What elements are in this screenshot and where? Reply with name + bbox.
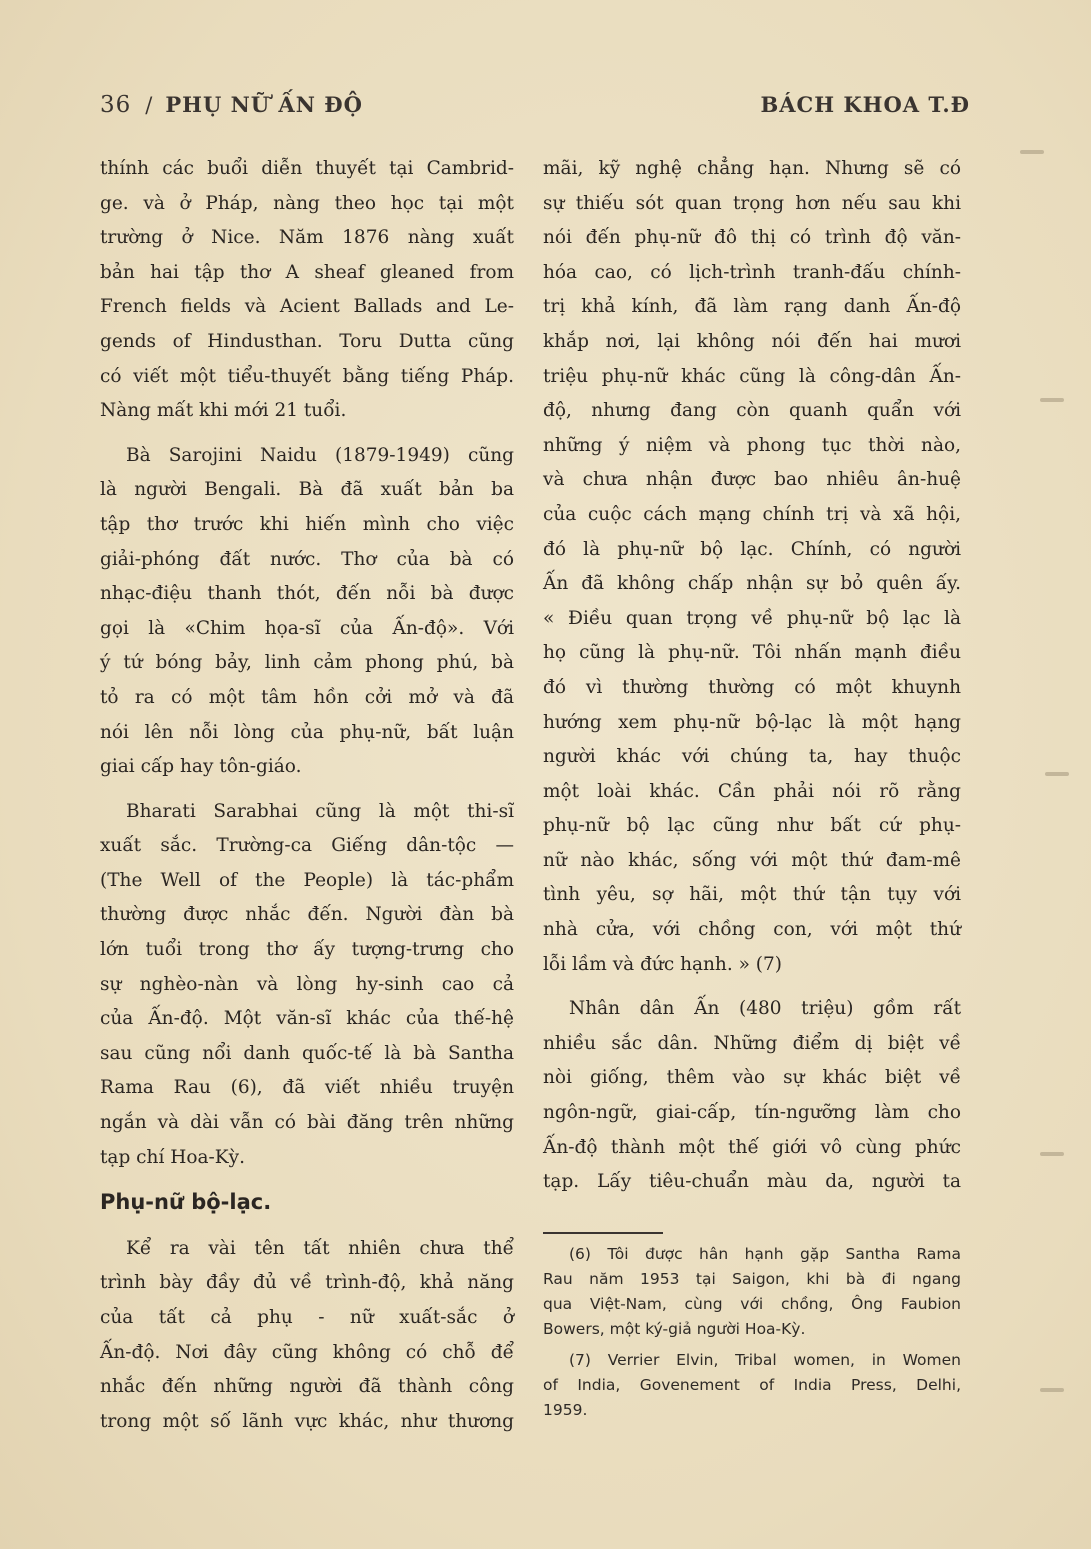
text-line: trị khả kính, đã làm rạng danh Ấn-độ — [543, 296, 961, 318]
text-line: nhà cửa, với chồng con, với một thứ — [543, 919, 961, 941]
paragraph-sarojini-naidu — [100, 439, 514, 785]
paragraph-toru-dutta — [100, 152, 514, 429]
text-line: của tất cả phụ - nữ xuất-sắc ở — [100, 1307, 514, 1328]
text-line: có viết một tiểu-thuyết bằng tiếng Pháp. — [100, 365, 514, 387]
right-column — [543, 152, 961, 1210]
paper-speck — [1040, 1152, 1064, 1156]
text-line: Nhân dân Ấn (480 triệu) gồm rất — [569, 998, 961, 1020]
header-left — [100, 92, 363, 118]
text-line: (The Well of the People) là tác-phẩm — [100, 869, 514, 891]
text-line: gends of Hindusthan. Toru Dutta cũng — [100, 330, 514, 352]
text-line: xuất sắc. Trường-ca Giếng dân-tộc — — [100, 835, 514, 857]
text-line: thường được nhắc đến. Người đàn bà — [100, 904, 514, 926]
footnotes — [543, 1232, 961, 1429]
text-line: trong một số lãnh vực khác, như thương — [100, 1410, 514, 1432]
text-line: gọi là «Chim họa-sĩ của Ấn-độ». Với — [100, 617, 514, 639]
text-line: Bà Sarojini Naidu (1879-1949) cũng — [126, 444, 514, 466]
paragraph-tribal-intro — [100, 1232, 514, 1440]
footnote-6 — [543, 1242, 961, 1342]
text-line: ge. và ở Pháp, nàng theo học tại một — [100, 192, 514, 214]
text-line: nhắc đến những người đã thành công — [100, 1376, 514, 1398]
text-line: Rama Rau (6), đã viết nhiều truyện — [100, 1077, 514, 1099]
text-line: đó vì thường thường có một khuynh — [543, 676, 961, 698]
text-line: họ cũng là phụ-nữ. Tôi nhấn mạnh điều — [543, 642, 961, 664]
running-title: PHỤ NỮ ẤN ĐỘ — [165, 92, 363, 117]
text-line: hướng xem phụ-nữ bộ-lạc là một hạng — [543, 711, 961, 733]
text-line: Rau năm 1953 tại Saigon, khi bà đi ngang — [543, 1270, 961, 1288]
text-line: triệu phụ-nữ khác cũng là công-dân Ấn- — [543, 365, 961, 387]
text-line: hóa cao, có lịch-trình tranh-đấu chính- — [543, 261, 961, 283]
paragraph-tribal-women — [543, 152, 961, 982]
text-line: qua Việt-Nam, cùng với chồng, Ông Faubion — [543, 1295, 961, 1313]
text-line: Kể ra vài tên tất nhiên chưa thể — [126, 1237, 514, 1259]
text-line: of India, Govenement of India Press, Delhi, — [543, 1376, 961, 1394]
text-line: độ, nhưng đang còn quanh quẩn với — [543, 400, 961, 422]
text-line: (6) Tôi được hân hạnh gặp Santha Rama — [569, 1245, 961, 1263]
text-line: « Điều quan trọng về phụ-nữ bộ lạc là — [543, 607, 961, 629]
paper-speck — [1040, 398, 1064, 402]
text-line: tạp chí Hoa-Kỳ. — [100, 1146, 245, 1168]
footnote-7 — [543, 1348, 961, 1423]
publication-name: BÁCH KHOA T.Đ — [760, 92, 970, 117]
text-line: French fields và Acient Ballads and Le- — [100, 296, 514, 318]
paper-speck — [1020, 150, 1044, 154]
header-separator: / — [145, 93, 154, 117]
text-line: giải-phóng đất nước. Thơ của bà có — [100, 548, 514, 570]
paper-speck — [1040, 1388, 1064, 1392]
text-line: ngắn và dài vẫn có bài đăng trên những — [100, 1112, 514, 1134]
text-line: phụ-nữ bộ lạc cũng như bất cứ phụ- — [543, 815, 961, 837]
text-line: nói lên nỗi lòng của phụ-nữ, bất luận — [100, 721, 514, 743]
text-line: tỏ ra có một tâm hồn cởi mở và đã — [100, 686, 514, 708]
text-line: người khác với chúng ta, hay thuộc — [543, 746, 961, 768]
text-line: tình yêu, sợ hãi, một thứ tận tụy với — [543, 884, 961, 906]
text-line: một loài khác. Cần phải nói rõ rằng — [543, 780, 961, 802]
text-line: nòi giống, thêm vào sự khác biệt về — [543, 1067, 961, 1089]
text-line: của cuộc cách mạng chính trị và xã hội, — [543, 503, 961, 525]
text-line: Bowers, một ký-giả người Hoa-Kỳ. — [543, 1320, 806, 1338]
text-line: đó là phụ-nữ bộ lạc. Chính, có người — [543, 538, 961, 560]
page-header — [100, 92, 970, 126]
text-line: nói đến phụ-nữ đô thị có trình độ văn- — [543, 227, 961, 249]
text-line: sự nghèo-nàn và lòng hy-sinh cao cả — [100, 973, 514, 995]
left-column — [100, 152, 514, 1449]
text-line: Ấn-độ. Nơi đây cũng không có chỗ để — [100, 1341, 514, 1363]
text-line: và chưa nhận được bao nhiêu ân-huệ — [543, 469, 961, 491]
text-line: thính các buổi diễn thuyết tại Cambrid- — [100, 158, 514, 179]
text-line: mãi, kỹ nghệ chẳng hạn. Nhưng sẽ có — [543, 158, 961, 179]
text-line: Bharati Sarabhai cũng là một thi-sĩ — [126, 800, 514, 822]
paragraph-population — [543, 992, 961, 1200]
text-line: sự thiếu sót quan trọng hơn nếu sau khi — [543, 192, 961, 214]
text-line: nhiều sắc dân. Những điểm dị biệt về — [543, 1032, 961, 1054]
text-line: Ấn đã không chấp nhận sự bỏ quên ấy. — [543, 573, 961, 595]
text-line: nữ nào khác, sống với một thứ đam-mê — [543, 849, 961, 871]
text-line: lỗi lầm và đức hạnh. » (7) — [543, 953, 783, 975]
text-line: 1959. — [543, 1401, 588, 1419]
text-line: bản hai tập thơ A sheaf gleaned from — [100, 261, 514, 283]
text-line: những ý niệm và phong tục thời nào, — [543, 434, 961, 456]
text-line: của Ấn-độ. Một văn-sĩ khác của thế-hệ — [100, 1008, 514, 1030]
text-line: tạp. Lấy tiêu-chuẩn màu da, người ta — [543, 1171, 961, 1193]
text-line: lớn tuổi trong thơ ấy tượng-trưng cho — [100, 939, 514, 961]
section-title: Phụ-nữ bộ-lạc. — [100, 1190, 272, 1215]
page-number: 36 — [100, 92, 132, 118]
text-line: trình bày đầy đủ về trình-độ, khả năng — [100, 1272, 514, 1294]
text-line: Ấn-độ thành một thế giới vô cùng phức — [543, 1136, 961, 1158]
text-line: ngôn-ngữ, giai-cấp, tín-ngưỡng làm cho — [543, 1102, 961, 1124]
text-line: (7) Verrier Elvin, Tribal women, in Women — [569, 1351, 961, 1369]
footnote-rule — [543, 1232, 663, 1234]
text-line: là người Bengali. Bà đã xuất bản ba — [100, 479, 514, 501]
text-line: trường ở Nice. Năm 1876 nàng xuất — [100, 227, 514, 249]
text-line: tập thơ trước khi hiến mình cho việc — [100, 513, 514, 535]
paragraph-bharati-sarabhai — [100, 795, 514, 1176]
text-line: sau cũng nổi danh quốc-tế là bà Santha — [100, 1042, 514, 1064]
text-line: Nàng mất khi mới 21 tuổi. — [100, 400, 347, 422]
text-line: ý tứ bóng bảy, linh cảm phong phú, bà — [100, 652, 514, 674]
paper-speck — [1045, 772, 1069, 776]
text-line: nhạc-điệu thanh thót, đến nỗi bà được — [100, 583, 514, 605]
text-line: giai cấp hay tôn-giáo. — [100, 756, 302, 778]
text-line: khắp nơi, lại không nói đến hai mươi — [543, 330, 961, 352]
